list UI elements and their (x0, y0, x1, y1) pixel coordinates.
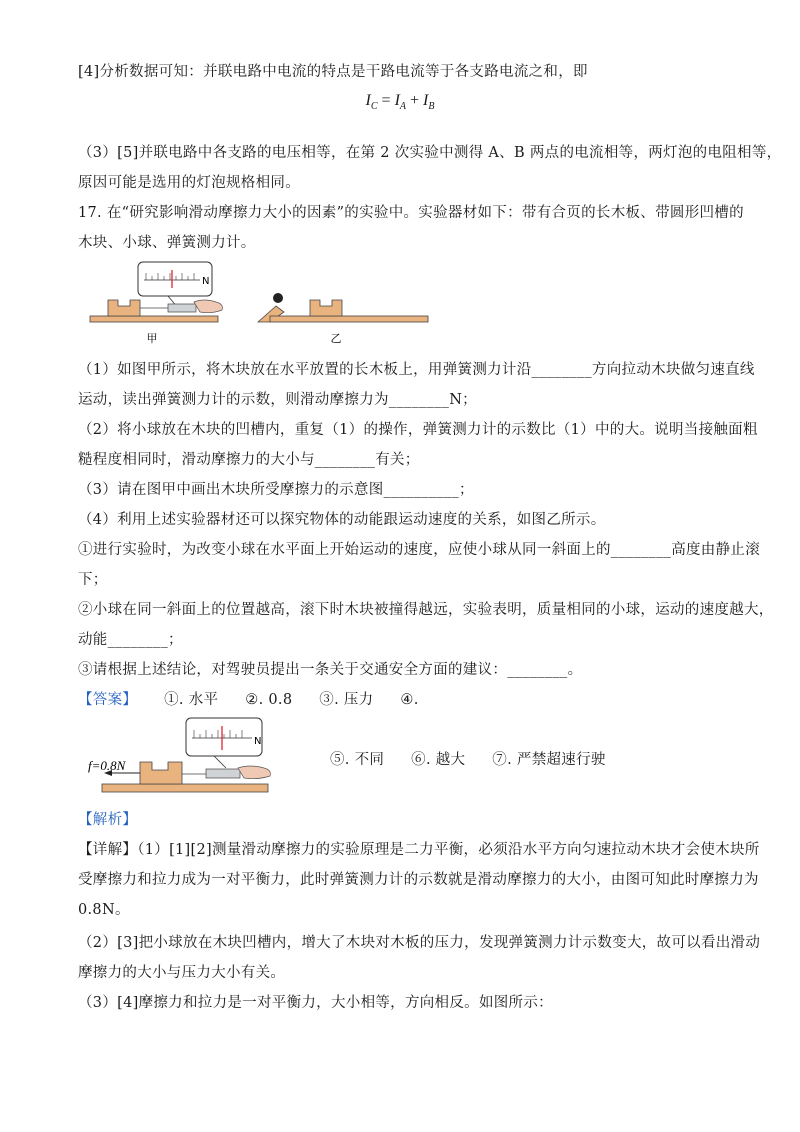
gauge-callout (138, 262, 212, 296)
force-label: f=0.8N (88, 758, 126, 773)
formula-a-sub: A (399, 101, 406, 113)
block-jia (108, 300, 140, 316)
question-17-b: 木块、小球、弹簧测力计。 (78, 235, 256, 251)
line-3a: （3）[5]并联电路中各支路的电压相等，在第 2 次实验中测得 A、B 两点的电流相等，两灯泡的电阻相等， (78, 145, 782, 161)
gauge-unit: N (202, 276, 210, 287)
line-3b: 原因可能是选用的灯泡规格相同。 (78, 175, 300, 191)
answer-2: ②. 0.8 (245, 692, 293, 708)
sub-1-b: 下； (78, 572, 108, 588)
board-yi (270, 316, 428, 322)
board-jia (90, 316, 218, 322)
formula-a: I (394, 92, 400, 109)
block-yi (310, 300, 342, 316)
answer-3: ③. 压力 (319, 692, 374, 708)
spring-scale (168, 304, 196, 312)
hand (194, 300, 222, 313)
formula-lhs-sub: C (370, 101, 378, 113)
detail-1-c: 0.8N。 (78, 902, 130, 918)
detail-1-b: 受摩擦力和拉力成为一对平衡力，此时弹簧测力计的示数就是滑动摩擦力的大小，由图可知此时摩擦力为 (78, 872, 759, 888)
formula-eq: = (377, 92, 395, 109)
ball (273, 293, 283, 303)
formula (0, 92, 800, 112)
answer-7: ⑦. 严禁超速行驶 (492, 752, 606, 768)
answer-4: ④. (400, 692, 419, 708)
part-1-b: 运动，读出弹簧测力计的示数，则滑动摩擦力为________N； (78, 392, 477, 408)
part-2-b: 糙程度相同时，滑动摩擦力的大小与________有关； (78, 452, 420, 468)
fig-yi-label: 乙 (330, 332, 342, 345)
line-analysis-4: [4]分析数据可知：并联电路中电流的特点是干路电流等于各支路电流之和，即 (78, 64, 588, 80)
formula-b: I (423, 92, 429, 109)
experiment-figure (88, 256, 438, 346)
formula-b-sub: B (428, 101, 435, 113)
answer-5: ⑤. 不同 (330, 752, 385, 768)
block-answer (140, 762, 182, 784)
answer-1: ①. 水平 (164, 692, 219, 708)
part-3: （3）请在图甲中画出木块所受摩擦力的示意图__________； (78, 482, 474, 498)
analysis-tag: 【解析】 (78, 812, 138, 828)
formula-plus: + (406, 92, 424, 109)
answer-6: ⑥. 越大 (411, 752, 466, 768)
answer-tag: 【答案】 (78, 692, 138, 708)
question-17-a: 17. 在“研究影响滑动摩擦力大小的因素”的实验中。实验器材如下：带有合页的长木板、带圆形凹槽的 (78, 205, 744, 221)
sub-3: ③请根据上述结论，对驾驶员提出一条关于交通安全方面的建议：________。 (78, 662, 583, 678)
part-4: （4）利用上述实验器材还可以探究物体的动能跟运动速度的关系，如图乙所示。 (78, 512, 606, 528)
detail-2-b: 摩擦力的大小与压力大小有关。 (78, 965, 286, 981)
answer-line-2 (330, 750, 730, 770)
sub-2-a: ②小球在同一斜面上的位置越高，滚下时木块被撞得越远，实验表明，质量相同的小球，运动的速度越大， (78, 602, 774, 618)
detail-3: （3）[4]摩擦力和拉力是一对平衡力，大小相等，方向相反。如图所示： (78, 995, 553, 1011)
sub-2-b: 动能________； (78, 632, 183, 648)
detail-1-a: 【详解】（1）[1][2]测量滑动摩擦力的实验原理是二力平衡，必须沿水平方向匀速拉动木块才会使木块所 (78, 842, 760, 858)
sub-1-a: ①进行实验时，为改变小球在水平面上开始运动的速度，应使小球从同一斜面上的________高度由静止滚 (78, 542, 760, 558)
detail-2-a: （2）[3]把小球放在木块凹槽内，增大了木块对木板的压力，发现弹簧测力计示数变大，故可以看出滑动 (78, 935, 761, 951)
board-answer (102, 784, 268, 792)
fig-jia-label: 甲 (146, 332, 158, 345)
formula-lhs: I (365, 92, 371, 109)
part-2-a: （2）将小球放在木块的凹槽内，重复（1）的操作，弹簧测力计的示数比（1）中的大。说明当接触面粗 (78, 422, 758, 438)
part-1-a: （1）如图甲所示，将木块放在水平放置的长木板上，用弹簧测力计沿________方向拉动木块做匀速直线 (78, 362, 755, 378)
answer-figure (86, 716, 286, 798)
svg-text:N: N (254, 736, 262, 747)
answer-line-1 (78, 690, 728, 710)
